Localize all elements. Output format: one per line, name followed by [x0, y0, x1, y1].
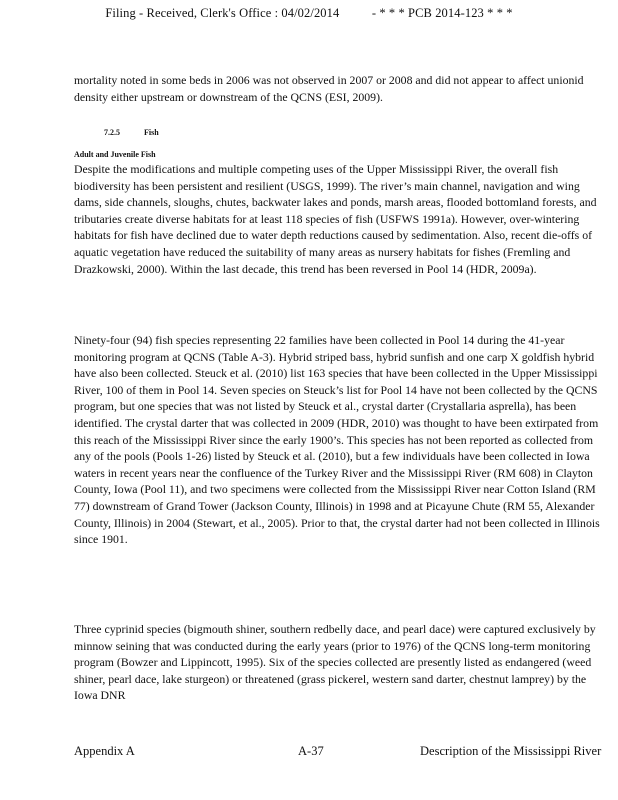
paragraph-text: mortality noted in some beds in 2006 was not observed in 2007 or 2008 and did not appear to affect unionid density either upstream or downstream of the QCNS (ESI, 2009). [74, 73, 584, 104]
docket-number-text: - * * * PCB 2014-123 * * * [371, 6, 513, 20]
section-heading [104, 128, 159, 137]
section-title: Fish [144, 128, 159, 137]
paragraph-fish-biodiversity [74, 161, 610, 277]
filing-stamp-header [0, 6, 618, 21]
footer-page-number: A-37 [298, 744, 324, 758]
section-number: 7.2.5 [104, 128, 120, 137]
paragraph-text: Three cyprinid species (bigmouth shiner, southern redbelly dace, and pearl dace) were captured exclusively by minnow seining that was conducted during the early years (prior to 1976) of the QCNS long-term monitoring program (Bowzer and Lippincott, 1995). Six of the species collected are presently listed as endangered (weed shiner, pearl dace, lake sturgeon) or threatened (grass pickerel, western sand darter, chestnut lamprey) by the Iowa DNR [74, 622, 596, 703]
footer-appendix-label: Appendix A [74, 744, 135, 758]
footer-section-title: Description of the Mississippi River [420, 744, 602, 758]
intro-paragraph [74, 72, 610, 105]
filing-received-text: Filing - Received, Clerk's Office : 04/02/2014 [105, 6, 340, 20]
paragraph-species-collected [74, 332, 610, 548]
paragraph-text: Despite the modifications and multiple competing uses of the Upper Mississippi River, the overall fish biodiversity has been persistent and resilient (USGS, 1999). The river’s main channel, navigation and wing dams, side channels, sloughs, chutes, backwater lakes and ponds, marsh areas, flooded bottomland forests, and tributaries create diverse habitats for at least 118 species of fish (USFWS 1991a). However, over-wintering habitats for fish have declined due to water depth reductions caused by sedimentation. Also, recent die-offs of aquatic vegetation have reduced the suitability of many areas as nursery habitats for fishes (Fremling and Drazkowski, 2000). Within the last decade, this trend has been reversed in Pool 14 (HDR, 2009a). [74, 162, 597, 276]
paragraph-cyprinid-species [74, 621, 610, 704]
subsection-heading: Adult and Juvenile Fish [74, 150, 156, 159]
paragraph-text: Ninety-four (94) fish species representing 22 families have been collected in Pool 14 during the 41-year monitoring program at QCNS (Table A-3). Hybrid striped bass, hybrid sunfish and one carp X goldfish hybrid have also been collected. Steuck et al. (2010) list 163 species that have been collected in the Upper Mississippi River, 100 of them in Pool 14. Seven species on Steuck’s list for Pool 14 have not been collected by the QCNS program, but one species that was not listed by Steuck et al., crystal darter (Crystallaria asprella), has been identified. The crystal darter that was collected in 2009 (HDR, 2010) was thought to have been extirpated from this reach of the Mississippi River since the early 1900’s. This species has not been reported as collected from any of the pools (Pools 1-26) listed by Steuck et al. (2010), but a few individuals have been collected in Iowa waters in recent years near the confluence of the Turkey River and the Mississippi River (RM 608) in Clayton County, Iowa (Pool 11), and two specimens were collected from the Mississippi River near Cotton Island (RM 77) downstream of Grand Tower (Jackson County, Illinois) in 1998 and at Picayune Chute (RM 55, Alexander County, Illinois) in 2004 (Stewart, et al., 2005). Prior to that, the crystal darter had not been collected in Illinois since 1901. [74, 333, 600, 547]
